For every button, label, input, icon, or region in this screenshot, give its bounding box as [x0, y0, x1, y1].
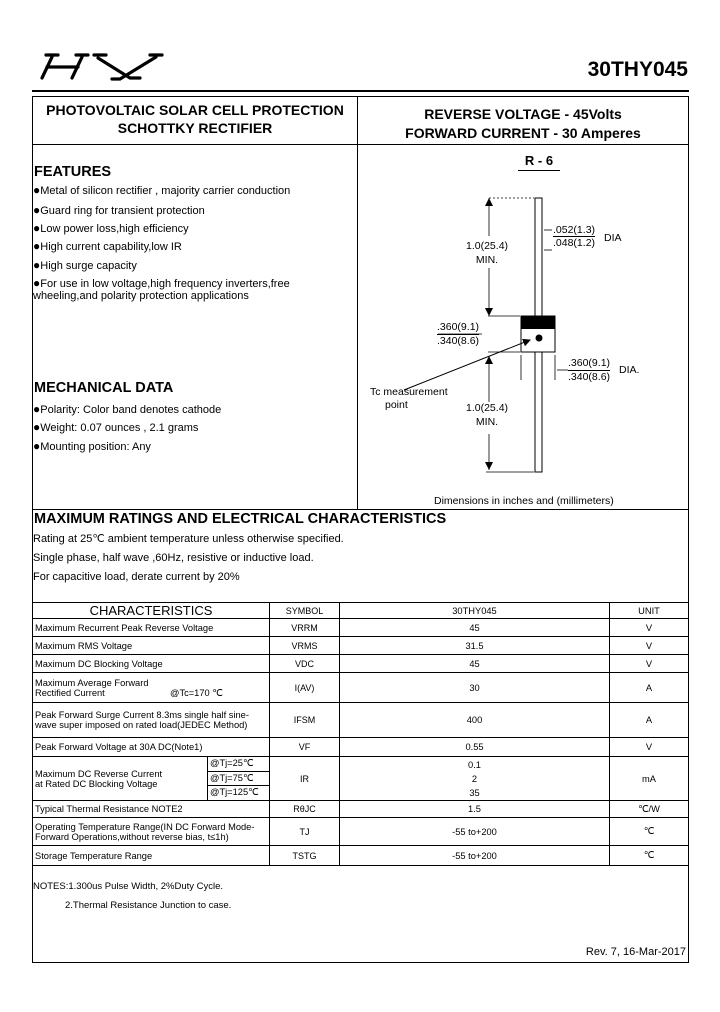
body-length-max: .360(9.1): [437, 321, 480, 333]
table-row: Maximum DC Reverse Current at Rated DC Blocking Voltage @Tj=25℃ @Tj=75℃ @Tj=125℃ IR 0.1 2 35 mA: [33, 757, 689, 801]
characteristics-table: [32, 602, 689, 866]
lead-dia-max: .052(1.3): [553, 224, 596, 236]
rating-note: Single phase, half wave ,60Hz, resistive or inductive load.: [33, 552, 314, 564]
table-row: Peak Forward Surge Current 8.3ms single half sine- wave super imposed on rated load(JEDEC Method) IFSM 400 A: [33, 703, 689, 738]
dimensions-caption: Dimensions in inches and (millimeters): [434, 495, 614, 507]
table-row: Maximum RMS Voltage VRMS 31.5 V: [33, 637, 689, 655]
body-dia-min: .340(8.6): [568, 371, 611, 383]
frame-top: [32, 96, 689, 97]
table-row: Operating Temperature Range(IN DC Forward Mode- Forward Operations,without reverse bias, t≤1h) TJ -55 to+200 ℃: [33, 818, 689, 846]
mechanical-item: ●Polarity: Color band denotes cathode: [33, 402, 222, 416]
feature-item: ●Guard ring for transient protection: [33, 203, 205, 217]
tc-measurement-label: Tc measurement point: [370, 386, 448, 411]
table-row: Maximum Average Forward Rectified Current @Tc=170 ℃ I(AV) 30 A: [33, 673, 689, 703]
body-dia-label: DIA.: [619, 364, 640, 376]
table-row: Maximum DC Blocking Voltage VDC 45 V: [33, 655, 689, 673]
note-1: NOTES:1.300us Pulse Width, 2%Duty Cycle.: [33, 881, 224, 892]
feature-item: ●For use in low voltage,high frequency inverters,free: [33, 276, 290, 290]
title-rule: [32, 90, 689, 92]
note-2: 2.Thermal Resistance Junction to case.: [65, 900, 232, 911]
table-row: Typical Thermal Resistance NOTE2 RθJC 1.5 ℃/W: [33, 801, 689, 818]
frame-bottom: [32, 962, 689, 963]
part-number: 30THY045: [587, 58, 688, 81]
feature-item: ●High surge capacity: [33, 258, 137, 272]
mechanical-item: ●Mounting position: Any: [33, 439, 151, 453]
header-value: 30THY045: [340, 603, 610, 619]
header-right-line2: FORWARD CURRENT - 30 Amperes: [405, 125, 641, 141]
body-length-min: .340(8.6): [437, 335, 480, 347]
header-symbol: SYMBOL: [270, 603, 340, 619]
product-ratings-summary: [358, 105, 688, 143]
feature-item: ●Metal of silicon rectifier , majority carrier conduction: [33, 183, 291, 197]
ratings-title: MAXIMUM RATINGS AND ELECTRICAL CHARACTERISTICS: [34, 511, 447, 527]
table-row: Maximum Recurrent Peak Reverse Voltage VRRM 45 V: [33, 619, 689, 637]
feature-item: ●Low power loss,high efficiency: [33, 221, 189, 235]
table-row: Storage Temperature Range TSTG -55 to+200 ℃: [33, 846, 689, 866]
diode-outline-drawing: [358, 180, 688, 500]
table-row: Peak Forward Voltage at 30A DC(Note1) VF 0.55 V: [33, 738, 689, 757]
header-left-line2: SCHOTTKY RECTIFIER: [117, 120, 273, 136]
rating-note: Rating at 25℃ ambient temperature unless otherwise specified.: [33, 533, 344, 545]
mechanical-title: MECHANICAL DATA: [34, 380, 174, 396]
header-unit: UNIT: [610, 603, 689, 619]
header-right-line1: REVERSE VOLTAGE - 45Volts: [424, 106, 622, 122]
feature-item-continued: wheeling,and polarity protection applications: [33, 290, 249, 302]
product-description: [33, 101, 357, 137]
header-rule: [32, 144, 689, 145]
lead-dia-min: .048(1.2): [553, 237, 596, 249]
package-label: R - 6: [518, 153, 560, 171]
lead-dia-label: DIA: [604, 232, 622, 244]
lead-length-bottom: 1.0(25.4) MIN.: [466, 402, 509, 428]
table-header-row: [33, 603, 689, 619]
ratings-rule: [32, 509, 689, 510]
revision: Rev. 7, 16-Mar-2017: [585, 946, 686, 958]
svg-text:HY: HY: [38, 52, 40, 53]
lead-length-top: 1.0(25.4) MIN.: [466, 240, 509, 266]
hy-logo: [38, 52, 168, 82]
body-dia-max: .360(9.1): [568, 357, 611, 369]
features-title: FEATURES: [34, 164, 112, 180]
feature-item: ●High current capability,low IR: [33, 239, 182, 253]
header-characteristics: CHARACTERISTICS: [33, 603, 270, 619]
rating-note: For capacitive load, derate current by 20%: [33, 571, 240, 583]
mechanical-item: ●Weight: 0.07 ounces , 2.1 grams: [33, 420, 199, 434]
header-left-line1: PHOTOVOLTAIC SOLAR CELL PROTECTION: [46, 102, 344, 118]
